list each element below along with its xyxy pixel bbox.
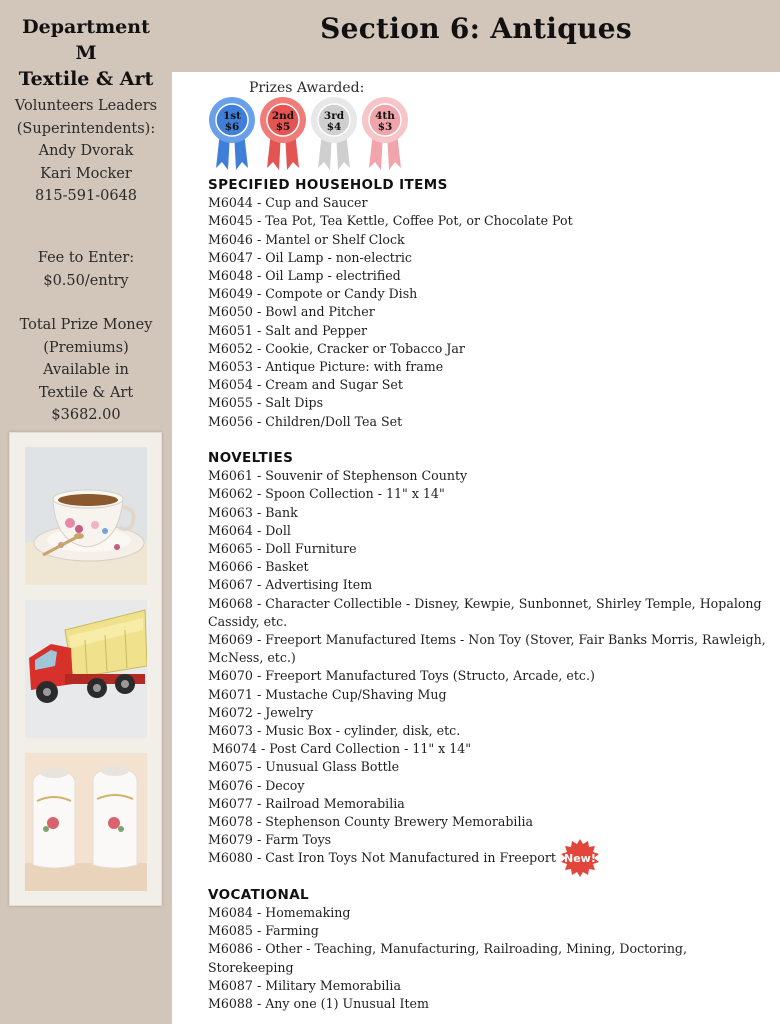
- ribbon-place: 4th: [375, 110, 395, 122]
- class-item: M6079 - Farm Toys: [208, 832, 332, 848]
- fee-line: Fee to Enter:: [37, 250, 135, 266]
- department-title-line: Textile & Art: [18, 68, 154, 90]
- ribbon-place: 3rd: [323, 110, 345, 122]
- ribbon-1st: [208, 96, 256, 170]
- class-item: M6050 - Bowl and Pitcher: [208, 304, 375, 320]
- leaders-line: Volunteers Leaders: [14, 98, 158, 114]
- class-item: M6045 - Tea Pot, Tea Kettle, Coffee Pot, or Chocolate Pot: [208, 213, 573, 229]
- class-item: M6048 - Oil Lamp - electrified: [208, 268, 401, 283]
- department-title-line: Department: [22, 16, 150, 38]
- ribbon-2nd: [259, 96, 307, 170]
- photo-strip: [9, 432, 162, 906]
- class-item: M6068 - Character Collectible - Disney, Kewpie, Sunbonnet, Shirley Temple, Hopalong Cassidy, etc.: [208, 595, 762, 629]
- ribbon-icon: [361, 96, 409, 170]
- page-title: Section 6: Antiques: [320, 12, 632, 45]
- ribbon-place: 2nd: [271, 110, 295, 122]
- class-item: M6078 - Stephenson County Brewery Memorabilia: [208, 814, 534, 830]
- section-gap: [208, 431, 774, 449]
- class-item: M6055 - Salt Dips: [208, 395, 324, 411]
- new-badge-label: New!: [563, 851, 596, 865]
- class-item: M6076 - Decoy: [208, 777, 305, 793]
- leaders-line: Andy Dvorak: [38, 143, 134, 159]
- section-gap: [208, 868, 774, 886]
- class-item: M6087 - Military Memorabilia: [208, 977, 401, 993]
- leaders-line: 815-591-0648: [34, 188, 138, 204]
- class-item: M6046 - Mantel or Shelf Clock: [208, 231, 405, 247]
- class-item: M6062 - Spoon Collection - 11" x 14": [208, 486, 445, 502]
- new-badge: [560, 838, 600, 878]
- class-item: M6061 - Souvenir of Stephenson County: [208, 468, 468, 484]
- premium-block: [0, 314, 172, 427]
- class-item: M6049 - Compote or Candy Dish: [208, 286, 418, 302]
- ribbon-icon: [208, 96, 256, 170]
- class-item: M6051 - Salt and Pepper: [208, 322, 368, 338]
- prizes-label: Prizes Awarded:: [249, 80, 365, 96]
- class-item: M6070 - Freeport Manufactured Toys (Structo, Arcade, etc.): [208, 668, 595, 684]
- ribbon-amount: $5: [275, 121, 291, 133]
- premium-line: (Premiums): [43, 339, 129, 356]
- vocational-heading: VOCATIONAL: [208, 886, 310, 903]
- class-item: M6065 - Doll Furniture: [208, 541, 357, 557]
- ribbon-icon: [310, 96, 358, 170]
- class-item-label: M6080 - Cast Iron Toys Not Manufactured in Freeport: [208, 850, 556, 866]
- sidebar: [0, 0, 172, 1024]
- department-title-line: M: [75, 42, 97, 64]
- toy-truck-photo: [25, 600, 147, 738]
- class-item: M6066 - Basket: [208, 559, 309, 575]
- class-item: M6071 - Mustache Cup/Shaving Mug: [208, 686, 447, 702]
- class-item: M6088 - Any one (1) Unusual Item: [208, 996, 429, 1012]
- leaders-block: [0, 95, 172, 208]
- department-title: [0, 14, 172, 92]
- class-item: M6085 - Farming: [208, 923, 319, 939]
- premium-line: $3682.00: [51, 407, 121, 423]
- fee-line: $0.50/entry: [43, 272, 129, 289]
- fee-block: [0, 247, 172, 292]
- class-item: M6077 - Railroad Memorabilia: [208, 795, 405, 811]
- class-item: M6074 - Post Card Collection - 11" x 14": [208, 741, 472, 757]
- class-item: M6044 - Cup and Saucer: [208, 195, 368, 211]
- novelties-heading: NOVELTIES: [208, 450, 294, 467]
- household-heading: SPECIFIED HOUSEHOLD ITEMS: [208, 177, 448, 193]
- class-item: M6075 - Unusual Glass Bottle: [208, 759, 400, 775]
- class-item: M6054 - Cream and Sugar Set: [208, 377, 403, 393]
- premium-line: Available in: [43, 362, 129, 378]
- ribbon-amount: $4: [326, 121, 342, 133]
- class-item: M6052 - Cookie, Cracker or Tobacco Jar: [208, 340, 465, 356]
- class-item: M6086 - Other - Teaching, Manufacturing, Railroading, Mining, Doctoring, Storekeeping: [208, 941, 687, 975]
- teacup-photo: [25, 447, 147, 585]
- class-list: [208, 176, 774, 1013]
- ribbon-amount: $6: [224, 121, 240, 133]
- ribbon-4th: [361, 96, 409, 170]
- ribbon-icon: [259, 96, 307, 170]
- leaders-line: (Superintendents):: [16, 120, 156, 137]
- class-item: M6047 - Oil Lamp - non-electric: [208, 249, 412, 265]
- class-item-new: [208, 849, 774, 867]
- ribbon-3rd: [310, 96, 358, 170]
- class-item: M6084 - Homemaking: [208, 905, 351, 921]
- class-item: M6072 - Jewelry: [208, 704, 314, 720]
- premium-line: Textile & Art: [38, 384, 134, 401]
- leaders-line: Kari Mocker: [40, 165, 132, 182]
- ribbon-amount: $3: [377, 121, 393, 133]
- salt-pepper-photo: [25, 753, 147, 891]
- class-item: M6073 - Music Box - cylinder, disk, etc.: [208, 723, 461, 739]
- class-item: M6056 - Children/Doll Tea Set: [208, 413, 403, 429]
- premium-line: Total Prize Money: [19, 317, 153, 333]
- class-item: M6064 - Doll: [208, 522, 291, 538]
- ribbon-place: 1st: [222, 110, 242, 122]
- class-item: M6063 - Bank: [208, 504, 298, 520]
- class-item: M6053 - Antique Picture: with frame: [208, 359, 444, 375]
- class-item: M6067 - Advertising Item: [208, 577, 373, 593]
- class-item: M6069 - Freeport Manufactured Items - Non Toy (Stover, Fair Banks Morris, Rawleigh, McNess, etc.): [208, 632, 766, 666]
